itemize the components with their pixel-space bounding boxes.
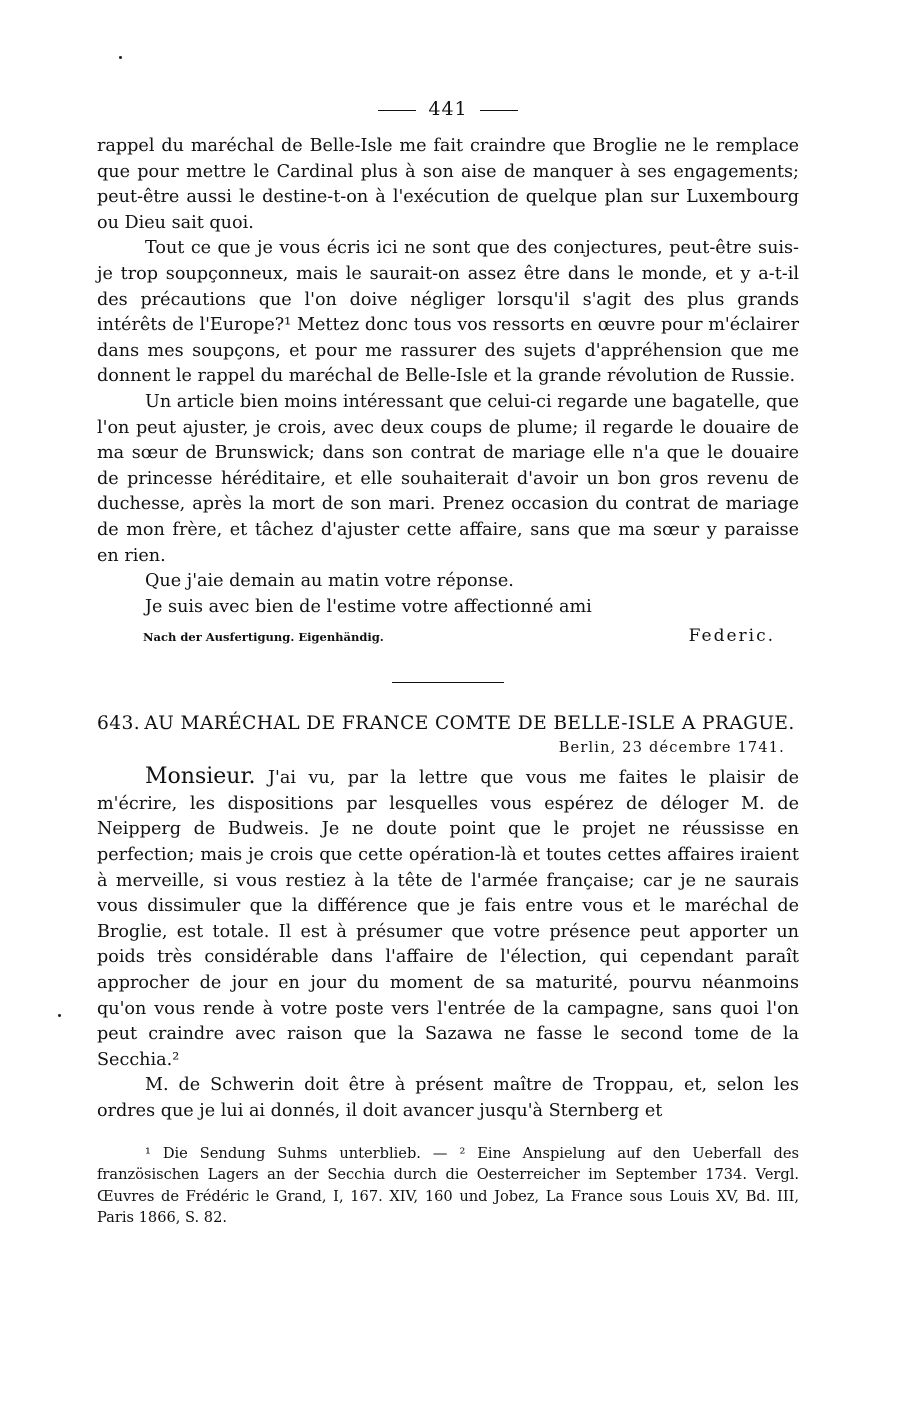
closing-formula: Je suis avec bien de l'estime votre affectionné ami: [145, 596, 592, 617]
letter-heading-block: [97, 711, 799, 736]
print-speck: [119, 56, 122, 59]
header-rule-left: [378, 110, 416, 111]
print-speck: [58, 1014, 61, 1017]
page-number: 441: [428, 98, 468, 120]
salutation: Monsieur.: [145, 764, 256, 790]
paragraph: Tout ce que je vous écris ici ne sont que des conjectures, peut-être suis-je trop soupçonneux, mais le saurait-on assez être dans le monde, et y a-t-il des précautions que l'on doive négliger lorsqu'il s'agit des plus grands intérêts de l'Europe?¹ Mettez donc tous vos ressorts en œuvre pour m'éclairer dans mes soupçons, et pour me rassurer des sujets d'appréhension que me donnent le rappel du maréchal de Belle-Isle et la grande révolution de Russie.: [97, 238, 799, 387]
letter-number: 643.: [97, 713, 141, 735]
footnotes: [97, 1143, 799, 1229]
book-page: [97, 98, 799, 1229]
paragraph: M. de Schwerin doit être à présent maître de Troppau, et, selon les ordres que je lui ai donnés, il doit avancer jusqu'à Sternberg et: [97, 1075, 799, 1121]
paragraph: [97, 764, 799, 1073]
paragraph: Que j'aie demain au matin votre réponse.: [145, 571, 514, 592]
dateline: Berlin, 23 décembre 1741.: [558, 740, 785, 757]
page-header: [97, 98, 799, 120]
letter-heading: AU MARÉCHAL DE FRANCE COMTE DE BELLE-ISLE A PRAGUE.: [144, 713, 795, 735]
signature: Federic.: [688, 626, 775, 647]
source-note-line: [97, 626, 799, 646]
paragraph: Un article bien moins intéressant que celui-ci regarde une bagatelle, que l'on peut ajuster, je crois, avec deux coups de plume; il regarde le douaire de ma sœur de Brunswick; dans son contrat de mariage elle n'a que le douaire de princesse héréditaire, et elle souhaiterait d'avoir un bon gros revenu de duchesse, après la mort de son mari. Prenez occasion du contrat de mariage de mon frère, et tâchez d'ajuster cette affaire, sans que ma sœur y paraisse en rien.: [97, 391, 799, 566]
paragraph: rappel du maréchal de Belle-Isle me fait craindre que Broglie ne le remplace que pour mettre le Cardinal plus à son aise de manquer à ses engagements; peut-être aussi le destine-t-on à l'exécution de quelque plan sur Luxembourg ou Dieu sait quoi.: [97, 136, 799, 233]
header-rule-right: [480, 110, 518, 111]
source-note: Nach der Ausfertigung. Eigenhändig.: [143, 630, 384, 645]
footnote: ¹ Die Sendung Suhms unterblieb. — ² Eine Anspielung auf den Ueberfall des französischen Lagers an der Secchia durch die Oesterreicher im September 1734. Vergl. Œuvres de Frédéric le Grand, I, 167. XIV, 160 und Jobez, La France sous Louis XV, Bd. III, Paris 1866, S. 82.: [97, 1144, 799, 1227]
section-separator: [392, 682, 504, 683]
paragraph-text: J'ai vu, par la lettre que vous me faites le plaisir de m'écrire, les dispositions par lesquelles vous espérez de déloger M. de Neipperg de Budweis. Je ne doute point que le projet ne réussisse en perfection; mais je crois que cette opération-là et toutes cettes affaires iraient à merveille, si vous restiez à la tête de l'armée française; car je ne saurais vous dissimuler que la différence que je fais entre vous et le maréchal de Broglie, est totale. Il est à présumer que votre présence peut apporter un poids très considérable dans l'affaire de l'élection, qui cependant paraît approcher de jour en jour du moment de sa maturité, pourvu néanmoins qu'on vous rende à votre poste vers l'entrée de la campagne, sans quoi l'on peut craindre avec raison que la Sazawa ne fasse le second tome de la Secchia.²: [97, 768, 799, 1070]
